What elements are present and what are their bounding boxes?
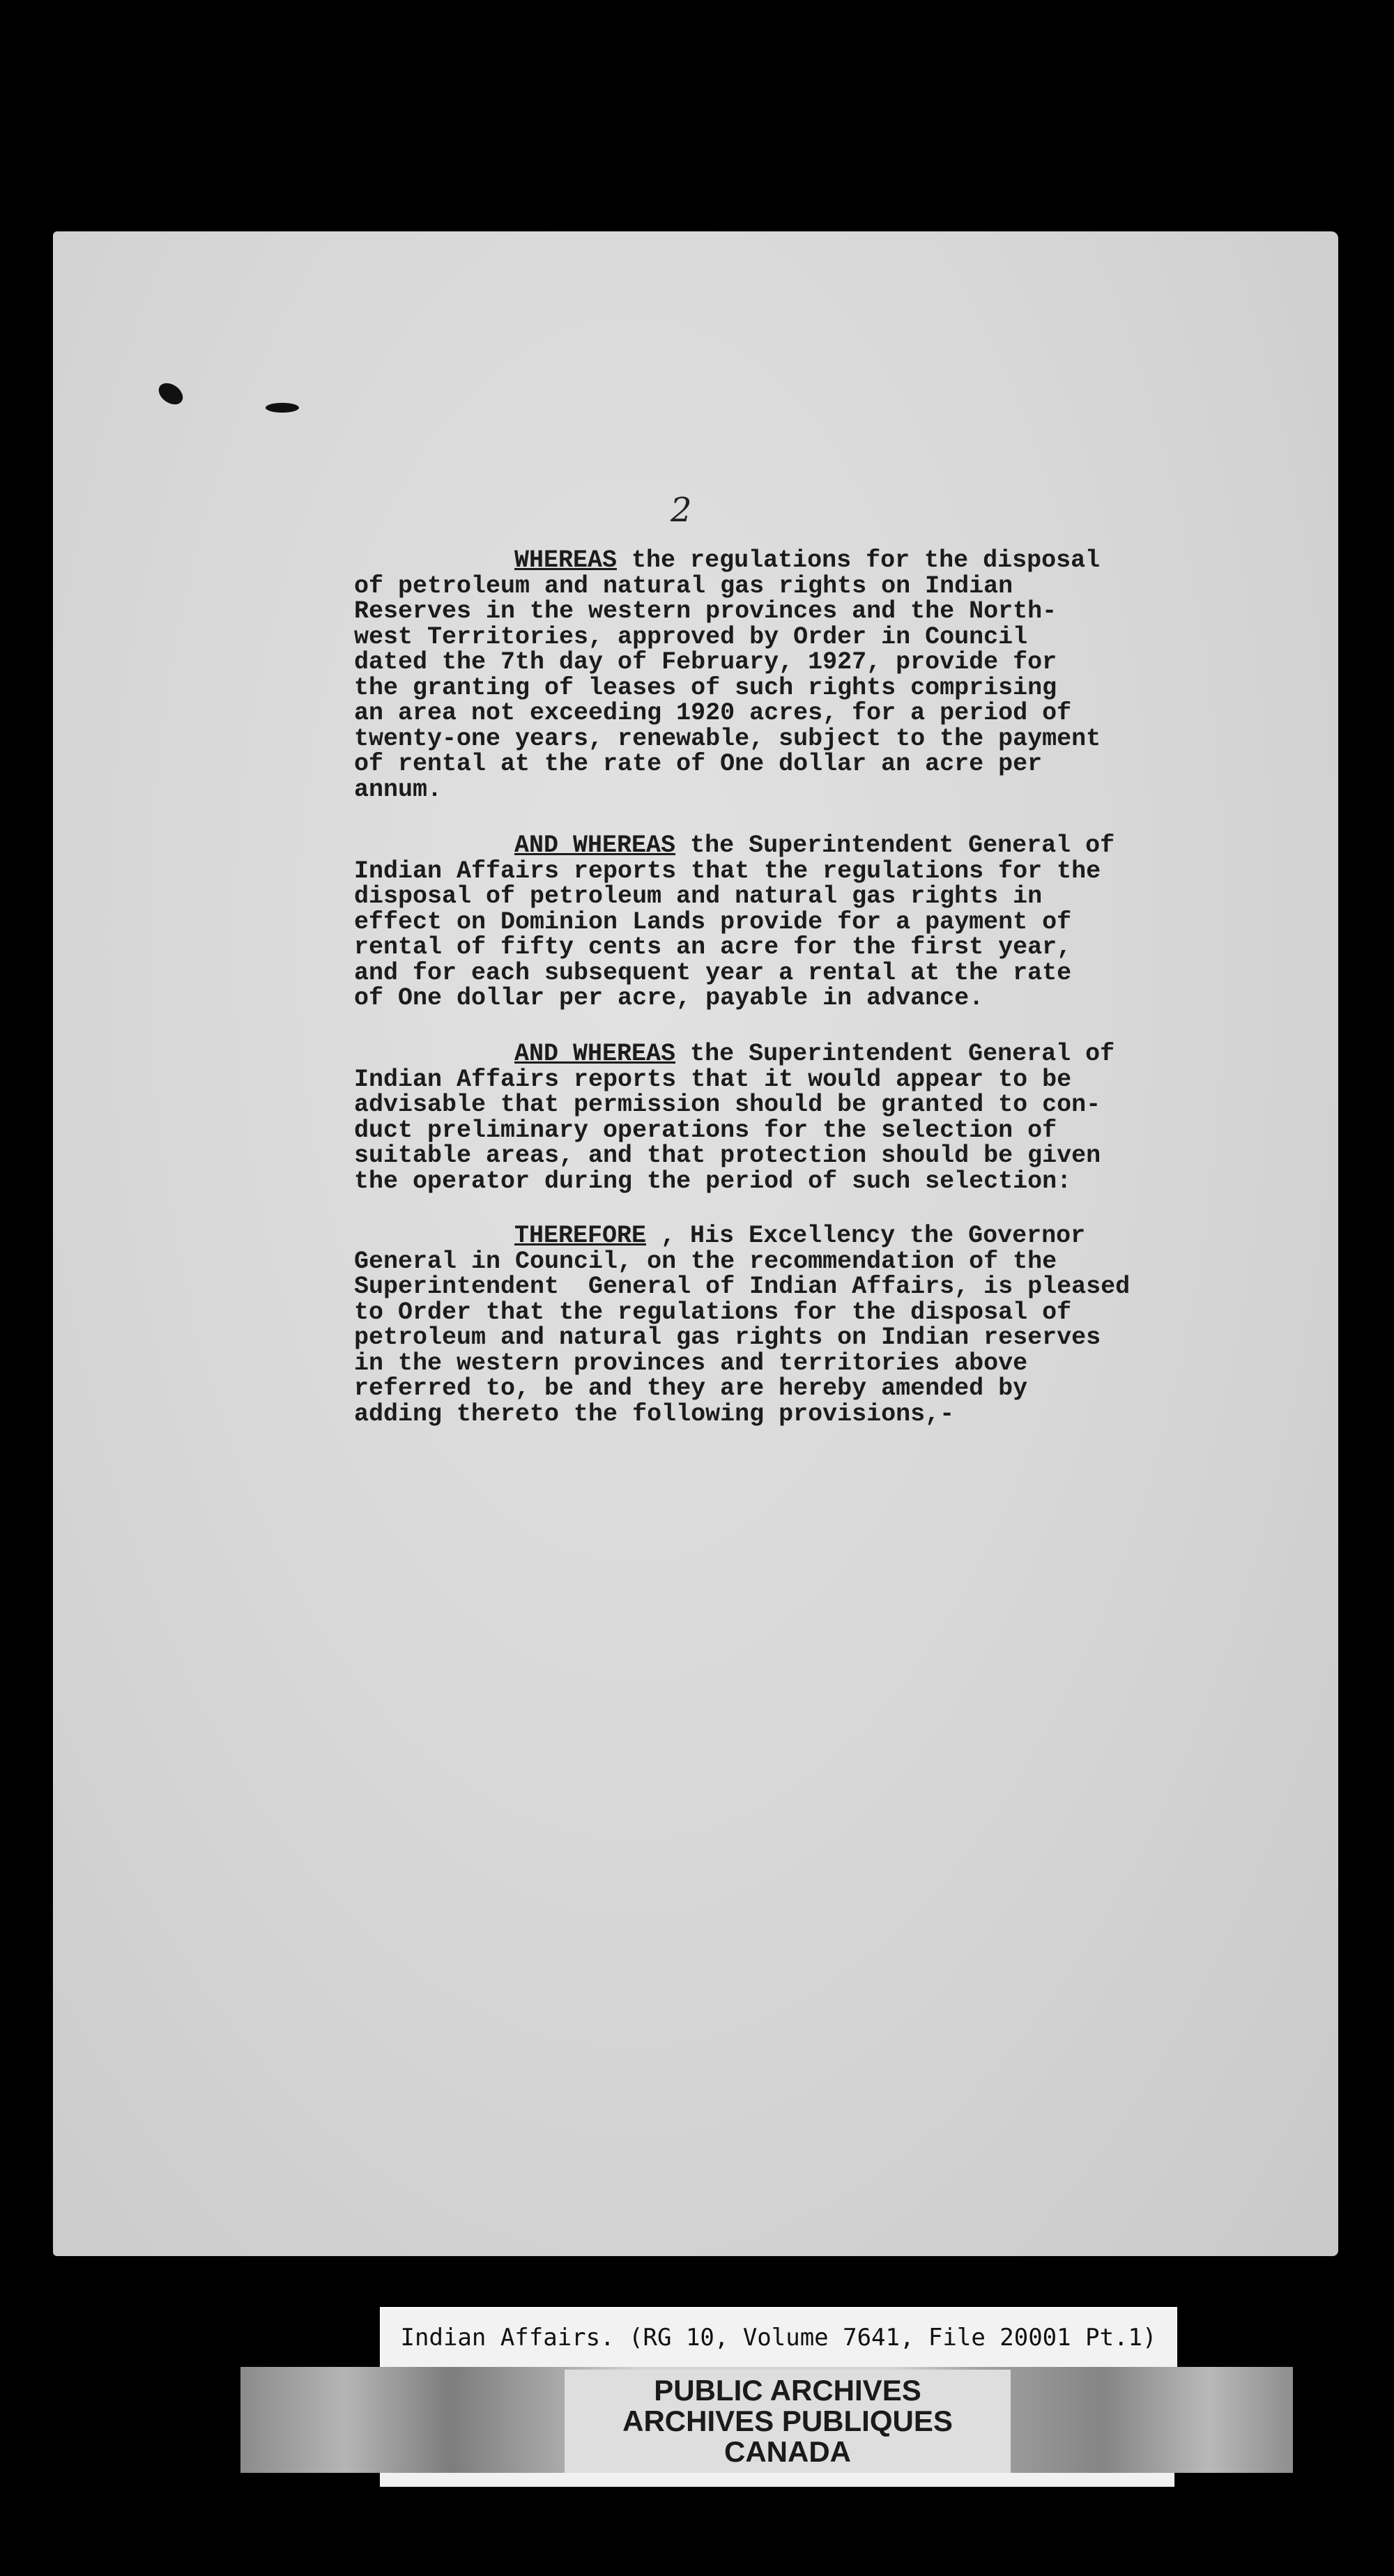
paragraph-2: AND WHEREAS the Superintendent General of Indian Affairs reports that the regulations for the disposal of petroleum and natural gas rights in effect on Dominion Lands provide for a payment of rental of fifty cents an acre for the first year, and for each subsequent year a rental at the rate of One dollar per acre, payable in advance. xyxy=(354,831,1115,1012)
paragraph-lead: THEREFORE xyxy=(514,1222,647,1250)
stamp-line: PUBLIC ARCHIVES xyxy=(654,2374,921,2407)
label-edge xyxy=(380,2473,1174,2487)
paragraph-lead: AND WHEREAS xyxy=(514,1040,676,1068)
handwritten-initial: 2 xyxy=(671,491,692,530)
paragraph-4: THEREFORE , His Excellency the Governor General in Council, on the recommendation of the Superintendent General of Indian Affairs, is pleased to Order that the regulations for the disposal of petroleum and natural gas rights on Indian reserves in the western provinces and territories above referred to, be and they are hereby amended by adding thereto the following provisions,- xyxy=(354,1222,1131,1428)
paragraph-lead: WHEREAS xyxy=(514,546,618,574)
paragraph-3: AND WHEREAS the Superintendent General of Indian Affairs reports that it would appear to be advisable that permission should be granted to con- duct preliminary operations for the selection of suitable areas, and that protection should be given the operator during the period of such selection: xyxy=(354,1040,1115,1195)
archive-reference-label xyxy=(380,2307,1177,2368)
stamp-line: CANADA xyxy=(724,2435,851,2468)
reference-text: Indian Affairs. (RG 10, Volume 7641, File 20001 Pt.1) xyxy=(400,2324,1157,2352)
ink-blot xyxy=(155,378,187,408)
ink-blot xyxy=(266,403,299,413)
paragraph-1: WHEREAS the regulations for the disposal of petroleum and natural gas rights on Indian Reserves in the western provinces and the North- west Territories, approved by Order in Council dated the 7th day of February, 1927, provide for the granting of leases of such rights comprising an area not exceeding 1920 acres, for a period of twenty-one years, renewable, subject to the payment of rental at the rate of One dollar an acre per annum. xyxy=(354,546,1101,804)
stamp-line: ARCHIVES PUBLIQUES xyxy=(622,2405,953,2437)
paragraph-lead: AND WHEREAS xyxy=(514,831,676,859)
archive-stamp xyxy=(565,2370,1011,2473)
